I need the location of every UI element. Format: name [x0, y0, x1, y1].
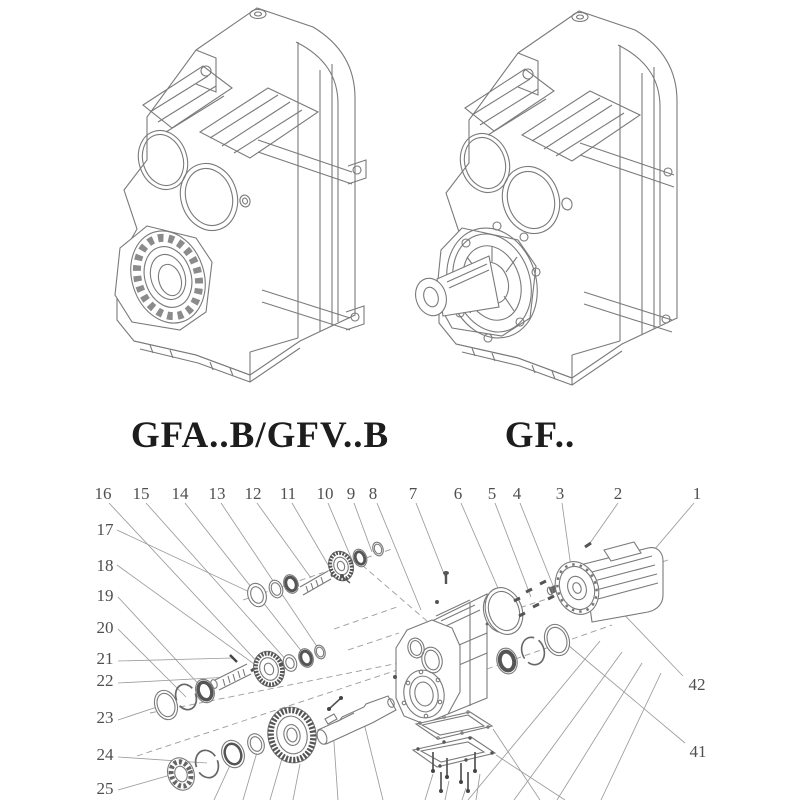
- circlip: [192, 747, 222, 781]
- oil-seal: [218, 737, 248, 771]
- callout-18: 18: [96, 556, 114, 575]
- retaining-ring: [371, 541, 385, 558]
- callout-11: 11: [279, 484, 297, 503]
- callout-12: 12: [244, 484, 262, 503]
- output-shaft-cluster: [163, 696, 396, 794]
- callout-17: 17: [96, 520, 114, 539]
- gear-wheel: [249, 647, 290, 691]
- callout-13: 13: [208, 484, 226, 503]
- output-gear: [263, 703, 322, 768]
- callout-24: 24: [96, 745, 114, 764]
- retaining-ring: [313, 644, 327, 661]
- callout-15: 15: [132, 484, 150, 503]
- o-ring: [151, 687, 182, 723]
- vent-plug: [443, 571, 449, 584]
- seal-ring: [267, 578, 285, 599]
- motor: [548, 542, 663, 622]
- set-screw: [230, 655, 237, 662]
- callout-16: 16: [94, 484, 112, 503]
- gearbox-left-drawing: [115, 8, 366, 382]
- spacer-ring: [540, 621, 573, 659]
- bottom-cover-group: [413, 711, 495, 793]
- callout-2: 2: [613, 484, 623, 503]
- callout-20: 20: [96, 618, 114, 637]
- bearing: [494, 646, 520, 676]
- model-label-left: GFA..B/GFV..B: [130, 415, 390, 456]
- callout-23: 23: [96, 708, 114, 727]
- stud-bolt: [327, 696, 343, 711]
- housing-front-face: [396, 620, 460, 724]
- screw: [435, 600, 439, 604]
- callout-8: 8: [368, 484, 378, 503]
- model-label-right: GF..: [504, 415, 576, 456]
- callout-7: 7: [408, 484, 418, 503]
- pinion-shaft: [300, 571, 336, 595]
- callout-25: 25: [96, 779, 114, 798]
- callout-41: 41: [689, 742, 707, 761]
- gearbox-right-drawing: [411, 11, 677, 385]
- exploded-parts-diagram: [95, 484, 707, 800]
- callout-5: 5: [487, 484, 497, 503]
- output-side-rings: [518, 621, 574, 668]
- callout-21: 21: [96, 649, 114, 668]
- screw: [393, 675, 397, 679]
- washer: [245, 731, 267, 756]
- callout-22: 22: [96, 671, 114, 690]
- callout-19: 19: [96, 586, 114, 605]
- callout-9: 9: [346, 484, 356, 503]
- callout-14: 14: [171, 484, 189, 503]
- callout-3: 3: [555, 484, 565, 503]
- callout-6: 6: [453, 484, 463, 503]
- circlip: [518, 634, 548, 668]
- callout-4: 4: [512, 484, 522, 503]
- end-cap: [244, 581, 269, 610]
- splined-shaft: [210, 664, 257, 690]
- callout-1: 1: [692, 484, 702, 503]
- callout-42: 42: [688, 675, 706, 694]
- callout-10: 10: [316, 484, 334, 503]
